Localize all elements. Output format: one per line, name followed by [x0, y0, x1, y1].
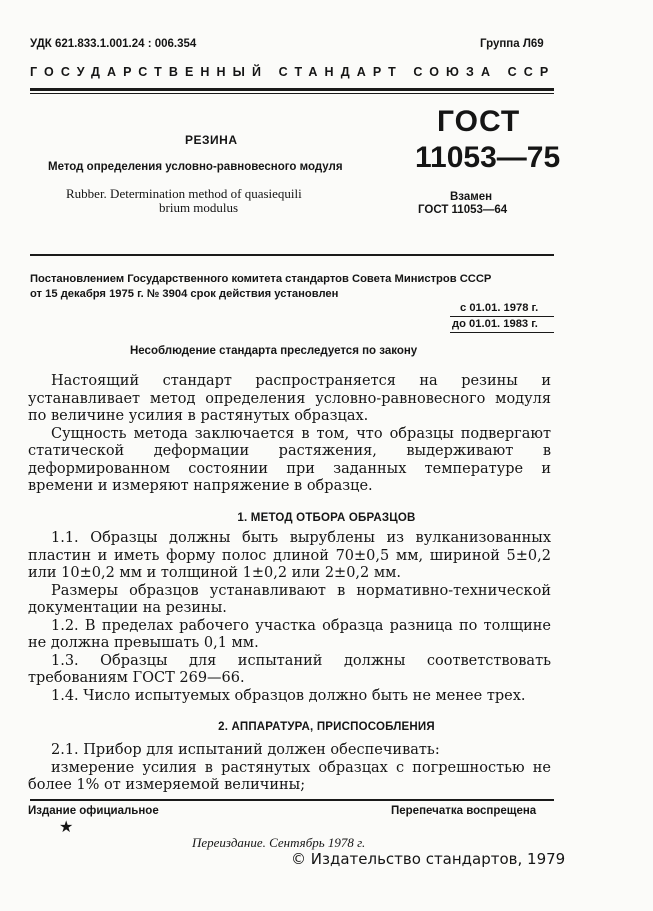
footer-rule: [30, 799, 554, 801]
date-rule-2: [450, 332, 554, 333]
effective-from: с 01.01. 1978 г.: [460, 302, 539, 314]
method-title-en-2: brium modulus: [159, 200, 239, 215]
section-1-heading: 1. МЕТОД ОТБОРА ОБРАЗЦОВ: [237, 512, 416, 524]
intro-block: [28, 373, 551, 496]
gost-number: 11053—75: [415, 141, 561, 174]
clause-1-4: 1.4. Число испытуемых образцов должно быть не менее трех.: [51, 687, 526, 704]
decree-line-2: от 15 декабря 1975 г. № 3904 срок действия установлен: [30, 288, 339, 300]
date-rule-1: [450, 316, 554, 317]
header-rule-thin: [30, 93, 554, 94]
clause-1-3: 1.3. Образцы для испытаний должны соответствовать требованиям ГОСТ 269—66.: [28, 652, 551, 686]
state-standard-banner: ГОСУДАРСТВЕННЫЙ СТАНДАРТ СОЮЗА ССР: [30, 65, 556, 79]
clause-1-2: 1.2. В пределах рабочего участка образца разница по толщине не должна превышать 0,1 мм.: [28, 617, 551, 651]
clause-1-1: 1.1. Образцы должны быть вырублены из вулканизованных пластин и иметь форму полос длиной 70±0,5 мм, шириной 5±0,2 или 10±0,2 мм и толщиной 1±0,2 или 2±0,2 мм.: [28, 530, 551, 581]
enforcement-notice: Несоблюдение стандарта преследуется по закону: [130, 345, 418, 357]
gost-label: ГОСТ: [437, 105, 521, 138]
official-edition: Издание официальное: [28, 805, 159, 817]
title-rule: [30, 254, 554, 256]
header-rule: [30, 88, 554, 91]
intro-paragraph-1: Настоящий стандарт распространяется на резины и устанавливает метод определения условно-равновесного модуля по величине усилия в растянутых образцах.: [28, 373, 551, 424]
section-1-body: [28, 530, 551, 705]
udk-code: УДК 621.833.1.001.24 : 006.354: [30, 38, 197, 50]
group-code: Группа Л69: [480, 38, 544, 50]
effective-to: до 01.01. 1983 г.: [452, 318, 538, 330]
method-title-en-1: Rubber. Determination method of quasiequili: [66, 186, 302, 201]
replaces-value: ГОСТ 11053—64: [418, 204, 508, 216]
clause-2-1-item: измерение усилия в растянутых образцах с погрешностью не более 1% от измеряемой величины;: [28, 759, 551, 793]
replaces-label: Взамен: [450, 191, 493, 203]
reissue-date: Переиздание. Сентябрь 1978 г.: [192, 835, 366, 850]
clause-1-1-note: Размеры образцов устанавливают в нормативно-технической документации на резины.: [28, 582, 551, 616]
section-2-heading: 2. АППАРАТУРА, ПРИСПОСОБЛЕНИЯ: [218, 721, 435, 733]
publisher-copyright: © Издательство стандартов, 1979: [291, 850, 566, 868]
method-title-ru: Метод определения условно-равновесного модуля: [48, 161, 343, 173]
section-2-body: [28, 742, 551, 795]
decree-line-1: Постановлением Государственного комитета стандартов Совета Министров СССР: [30, 273, 492, 285]
intro-paragraph-2: Сущность метода заключается в том, что образцы подвергают статической деформации растяжения, выдерживают в деформированном состоянии при заданных температуре и времени и измеряют напряжение в образце.: [28, 425, 551, 494]
clause-2-1: 2.1. Прибор для испытаний должен обеспечивать:: [51, 742, 440, 758]
star-icon: ★: [59, 817, 74, 836]
reprint-prohibited: Перепечатка воспрещена: [391, 805, 537, 817]
subject-title: РЕЗИНА: [185, 133, 238, 147]
